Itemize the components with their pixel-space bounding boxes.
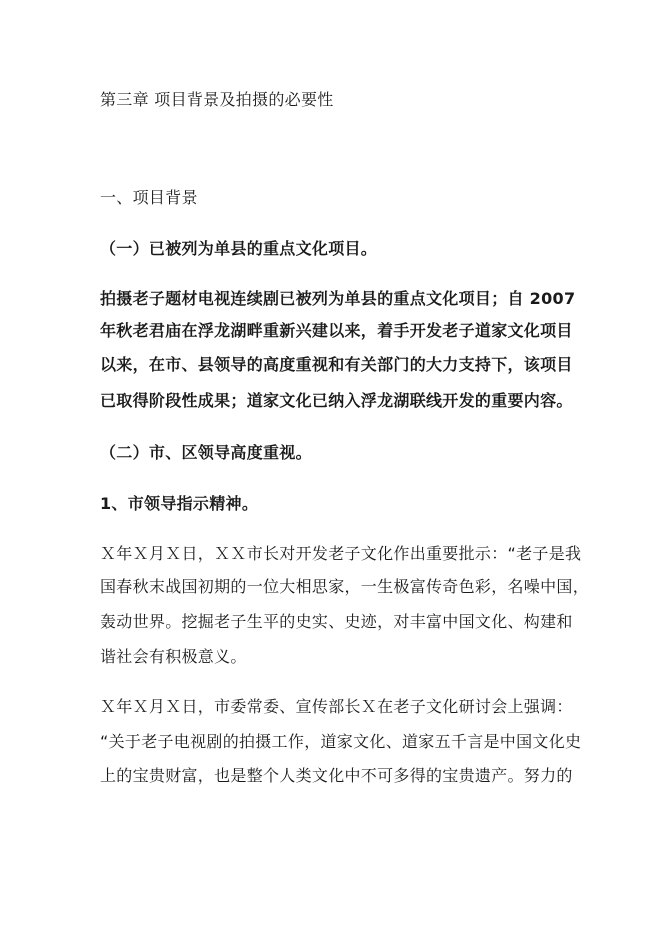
paragraph-line: 以来，在市、县领导的高度重视和有关部门的大力支持下，该项目 [100, 355, 573, 374]
paragraph-line: 国春秋末战国初期的一位大相思家，一生极富传奇色彩，名噪中国， [100, 577, 590, 596]
paragraph-line: 轰动世界。挖掘老子生平的史实、史迹，对丰富中国文化、构建和 [100, 612, 573, 631]
chapter-title: 第三章 项目背景及拍摄的必要性 [100, 90, 334, 109]
paragraph-line: 上的宝贵财富，也是整个人类文化中不可多得的宝贵遗产。努力的 [100, 766, 573, 785]
subsection-heading-2: （二）市、区领导高度重视。 [100, 443, 312, 462]
section-title: 一、项目背景 [100, 188, 198, 207]
subsection-heading-1: （一）已被列为单县的重点文化项目。 [100, 239, 378, 258]
paragraph-line: 谐社会有积极意义。 [100, 647, 247, 666]
item-heading-1: 1、市领导指示精神。 [100, 494, 259, 513]
paragraph-line: “关于老子电视剧的拍摄工作，道家文化、道家五千言是中国文化史 [100, 732, 582, 751]
paragraph-line: 拍摄老子题材电视连续剧已被列为单县的重点文化项目；自 2007 [100, 289, 576, 308]
paragraph-line: 已取得阶段性成果；道家文化已纳入浮龙湖联线开发的重要内容。 [100, 391, 573, 410]
paragraph-line: Ｘ年Ｘ月Ｘ日，ＸＸ市长对开发老子文化作出重要批示：“老子是我 [100, 544, 582, 563]
paragraph-line: Ｘ年Ｘ月Ｘ日，市委常委、宣传部长Ｘ在老子文化研讨会上强调： [100, 697, 573, 716]
paragraph-line: 年秋老君庙在浮龙湖畔重新兴建以来，着手开发老子道家文化项目 [100, 321, 573, 340]
